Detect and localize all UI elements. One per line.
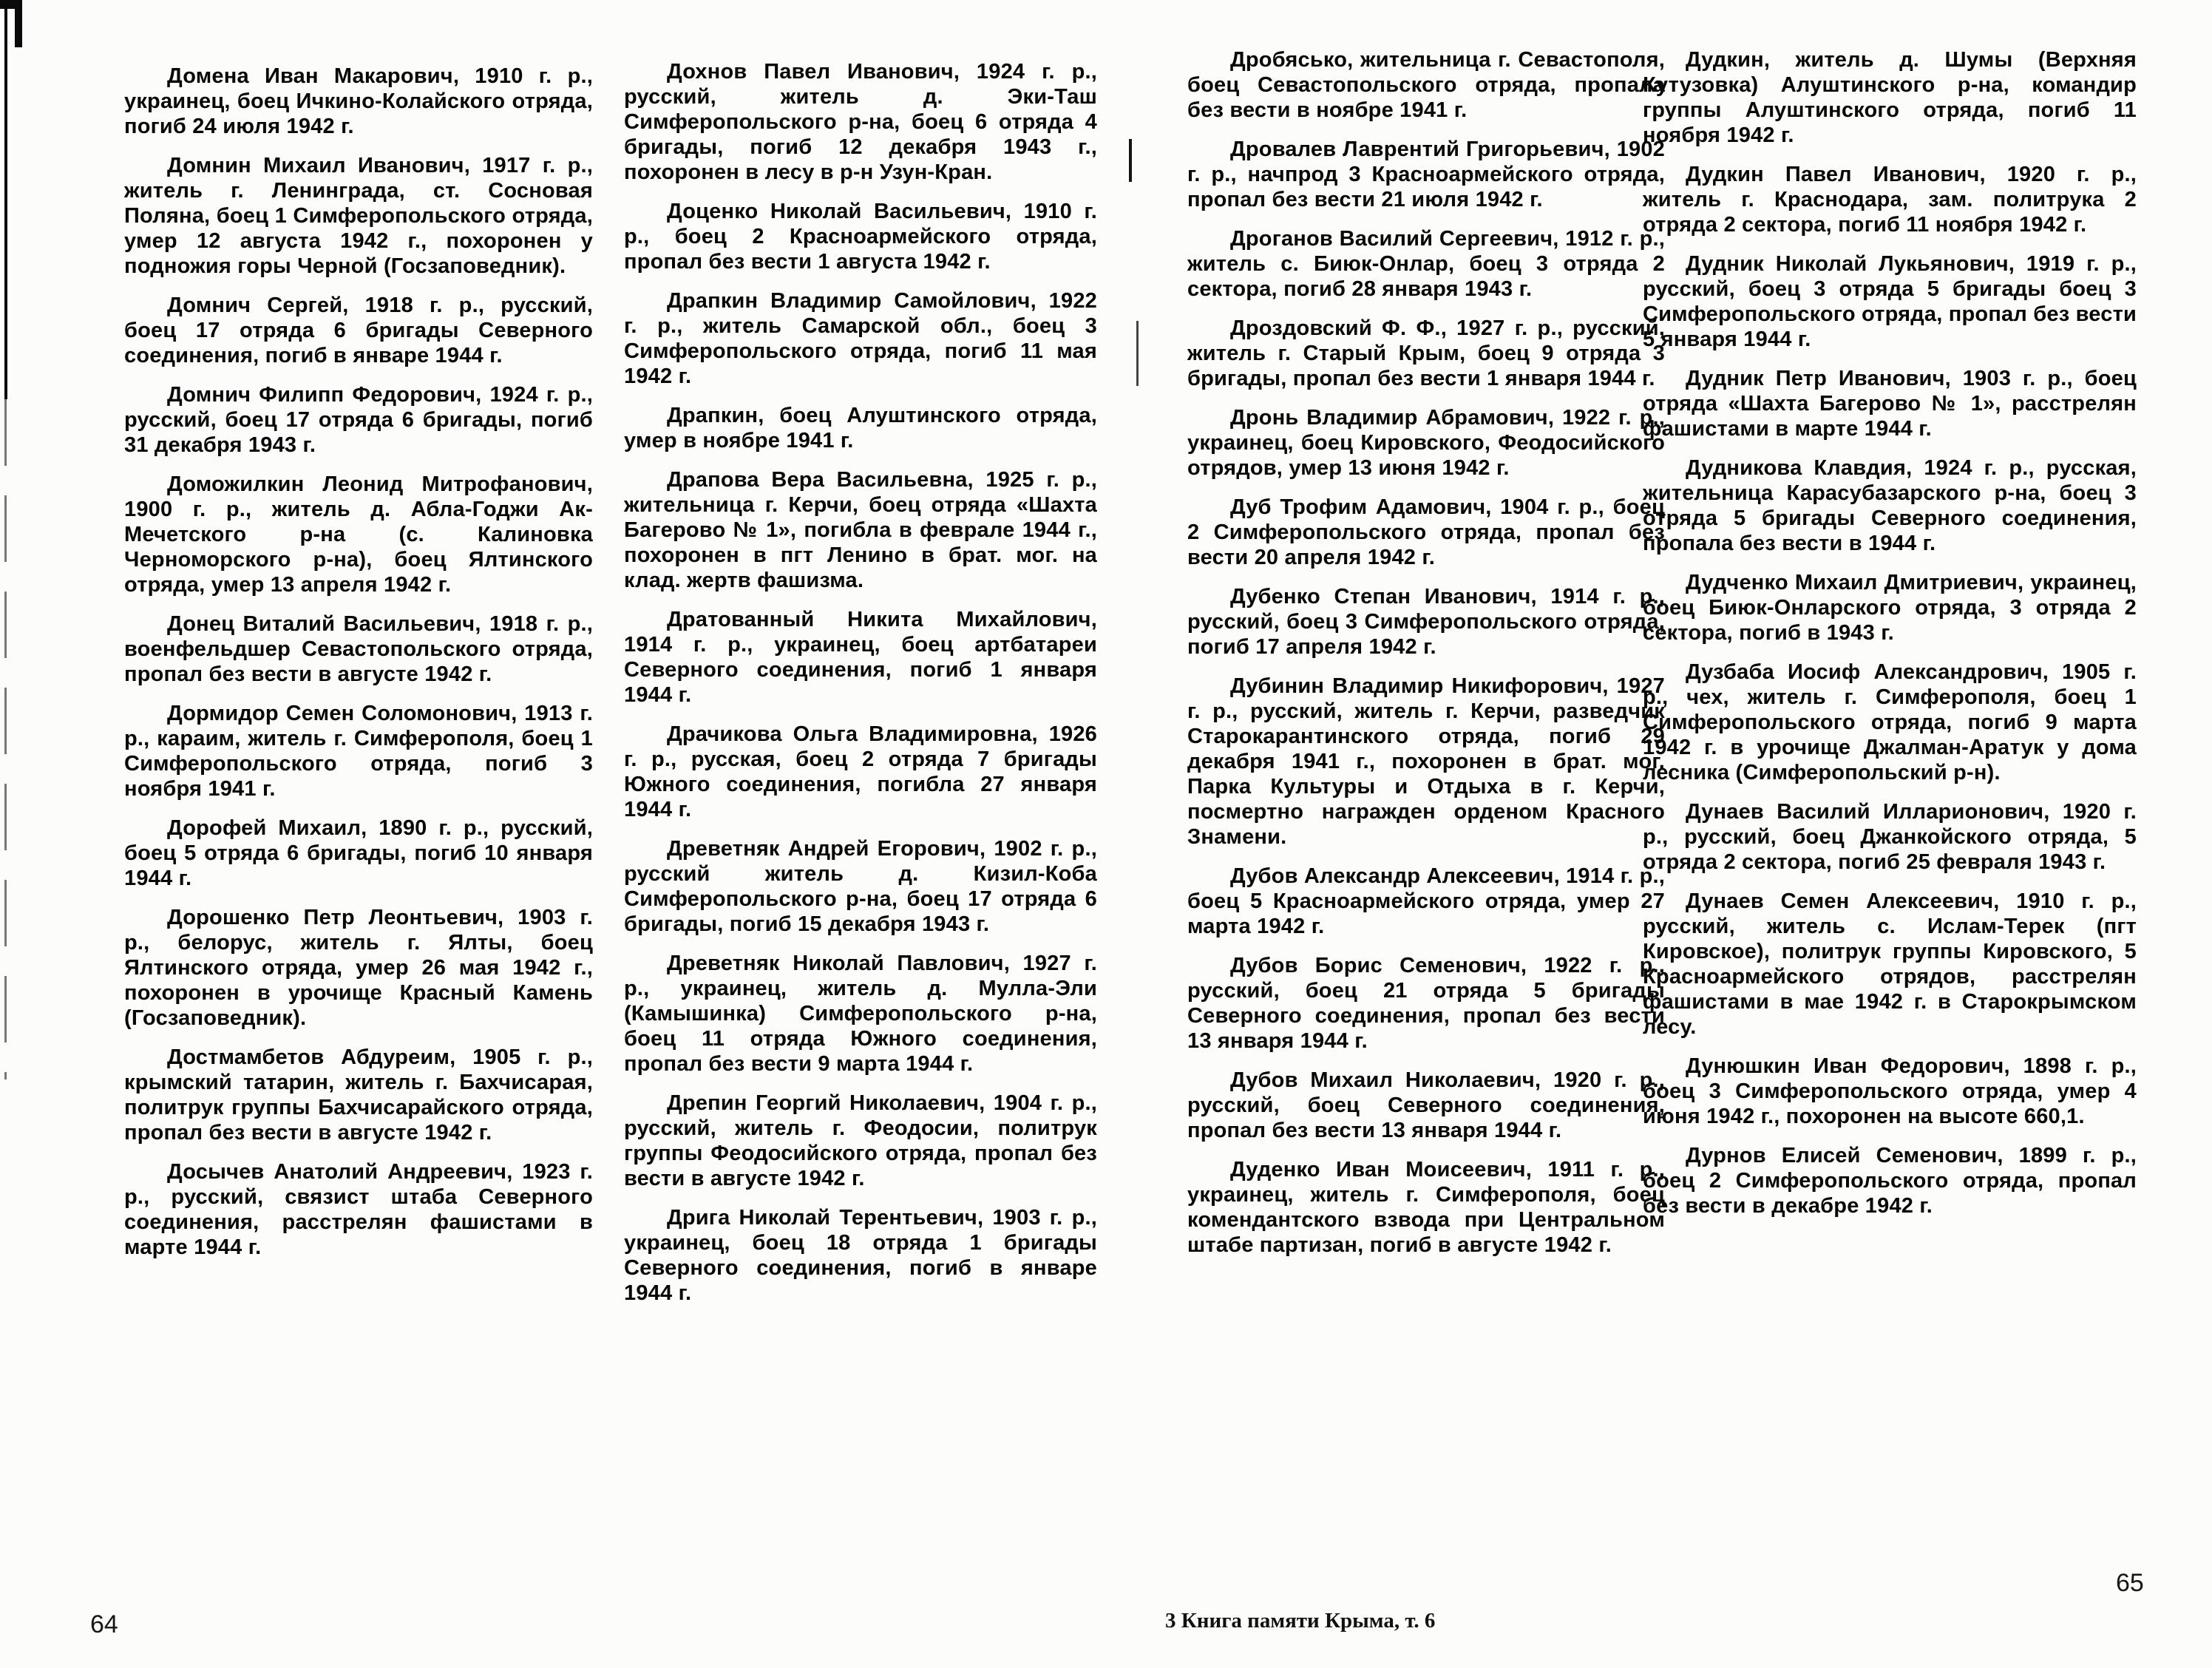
person-name: Дуб Трофим Адамович	[1230, 495, 1486, 519]
memorial-entry	[624, 59, 1097, 185]
person-details: , 1922 г. р., украинец, боец Кировского, Феодосийского отрядов, умер 13 июня 1942 г.	[1187, 406, 1666, 480]
person-name: Дубенко Степан Иванович	[1230, 585, 1531, 608]
memorial-entry	[1187, 405, 1665, 481]
memorial-entry	[624, 1205, 1097, 1306]
person-name: Драпкин Владимир Самойлович	[667, 289, 1031, 313]
person-details: , житель д. Шумы (Верхняя Кутузовка) Алуштинского р-на, командир группы Алуштинского отряда, погиб 11 ноября 1942 г.	[1643, 48, 2137, 147]
person-details: , 1902 г. р., начпрод 3 Красноармейского отряда, пропал без вести 21 июля 1942 г.	[1187, 138, 1666, 211]
scan-corner-mark-vertical	[15, 0, 22, 47]
memorial-entry	[1187, 137, 1665, 212]
person-name: Драпкин	[667, 404, 759, 427]
person-name: Древетняк Николай Павлович	[667, 952, 1004, 975]
memorial-entry	[1643, 47, 2137, 148]
memorial-entry	[124, 153, 593, 279]
memorial-entry	[1187, 316, 1665, 391]
person-name: Досычев Анатолий Андреевич	[167, 1160, 507, 1184]
memorial-entry	[1643, 162, 2137, 237]
person-name: Домнич Сергей	[167, 294, 343, 317]
person-details: , 1924 г. р., русский, боец 17 отряда 6 бригады, погиб 31 декабря 1943 г.	[124, 383, 593, 457]
memorial-entry	[124, 1045, 593, 1145]
person-name: Дохнов Павел Иванович	[667, 60, 954, 84]
person-details: , 1920 г. р., житель г. Краснодара, зам. политрука 2 отряда 2 сектора, погиб 11 ноября 1942 г.	[1643, 163, 2137, 237]
memorial-entry	[1187, 1157, 1665, 1258]
person-details: , 1918 г. р., военфельдшер Севастопольского отряда, пропал без вести в августе 1942 г.	[124, 612, 593, 686]
person-details: , 1910 г. р., боец 2 Красноармейского отряда, пропал без вести 1 августа 1942 г.	[624, 200, 1097, 274]
person-name: Дроздовский Ф. Ф.	[1230, 316, 1441, 340]
person-details: , 1902 г. р., русский житель д. Кизил-Коба Симферопольского р-на, боец 17 отряда 6 бригады, погиб 15 декабря 1943 г.	[624, 837, 1097, 936]
memorial-entry	[1643, 455, 2137, 556]
person-details: , 1903 г. р., белорус, житель г. Ялты, боец Ялтинского отряда, умер 26 мая 1942 г., похоронен в урочище Красный Камень (Госзаповедник).	[124, 906, 593, 1030]
person-details: , украинец, боец Биюк-Онларского отряда, 3 отряда 2 сектора, погиб в 1943 г.	[1643, 571, 2137, 645]
person-name: Драчикова Ольга Владимировна	[667, 722, 1032, 746]
person-name: Дроганов Василий Сергеевич	[1230, 227, 1553, 251]
person-name: Дратованный Никита Михайлович	[667, 608, 1091, 631]
memorial-entry	[124, 293, 593, 368]
memorial-entry	[124, 1159, 593, 1260]
memorial-entry	[1187, 1068, 1665, 1143]
person-details: , 1924 г. р., русская, жительница Карасубазарского р-на, боец 3 отряда 5 бригады Северного соединения, пропала без вести в 1944 г.	[1643, 456, 2137, 555]
person-name: Драпова Вера Васильевна	[667, 468, 968, 492]
person-name: Дубов Борис Семенович	[1230, 954, 1521, 977]
page-65-column-2	[1643, 47, 2137, 1233]
person-details: , 1914 г. р., украинец, боец артбатареи Северного соединения, погиб 1 января 1944 г.	[624, 608, 1097, 707]
person-name: Доценко Николай Васильевич	[667, 200, 1005, 223]
memorial-entry	[1187, 674, 1665, 850]
page-number-64: 64	[90, 1610, 118, 1638]
person-details: , 1927 г. р., русский, житель г. Старый Крым, боец 9 отряда 3 бригады, пропал без вести 1 января 1944 г.	[1187, 316, 1666, 390]
memorial-entry	[624, 288, 1097, 389]
person-details: , 1919 г. р., русский, боец 3 отряда 5 бригады боец 3 Симферопольского отряда, пропал без вести 5 января 1944 г.	[1643, 252, 2137, 351]
person-details: , 1912 г. р., житель с. Биюк-Онлар, боец 3 отряда 2 сектора, погиб 28 января 1943 г.	[1187, 227, 1666, 301]
memorial-entry	[1643, 1143, 2137, 1218]
memorial-entry	[1187, 47, 1665, 123]
person-name: Дунаев Василий Илларионович	[1686, 800, 2044, 824]
person-details: , 1900 г. р., житель д. Абла-Годжи Ак-Мечетского р-на (с. Калиновка Черноморского р-на), боец Ялтинского отряда, умер 13 апреля 1942 г.	[124, 472, 593, 597]
memorial-entry	[124, 905, 593, 1031]
memorial-entry	[624, 607, 1097, 708]
person-details: , 1917 г. р., житель г. Ленинграда, ст. Сосновая Поляна, боец 1 Симферопольского отряда, умер 12 августа 1942 г., похоронен у подножия горы Черной (Госзаповедник).	[124, 154, 593, 278]
memorial-entry	[1187, 584, 1665, 660]
person-name: Донец Виталий Васильевич	[167, 612, 475, 636]
person-name: Дузбаба Иосиф Александрович	[1686, 660, 2043, 684]
person-details: , 1910 г. р., украинец, боец Ичкино-Колайского отряда, погиб 24 июля 1942 г.	[124, 64, 594, 138]
person-details: , 1924 г. р., русский, житель д. Эки-Таш Симферопольского р-на, боец 6 отряда 4 бригады, погиб 12 декабря 1943 г., похоронен в лесу в р-н Узун-Кран.	[624, 60, 1097, 184]
person-name: Дунюшкин Иван Федорович	[1686, 1054, 2004, 1078]
memorial-entry	[1187, 953, 1665, 1054]
person-details: , 1905 г. р., чех, житель г. Симферополя, боец 1 Симферопольского отряда, погиб 9 марта 1942 г. в урочище Джалман-Аратук у дома лесника (Симферопольский р-н).	[1643, 660, 2137, 784]
person-name: Дунаев Семен Алексеевич	[1686, 889, 1994, 913]
person-details: , 1898 г. р., боец 3 Симферопольского отряда, умер 4 июня 1942 г., похоронен на высоте 660,1.	[1643, 1054, 2137, 1128]
person-details: , 1903 г. р., украинец, боец 18 отряда 1 бригады Северного соединения, погиб в январе 1944 г.	[624, 1206, 1097, 1305]
person-details: , 1905 г. р., крымский татарин, житель г. Бахчисарая, политрук группы Бахчисарайского отряда, пропал без вести в августе 1942 г.	[124, 1045, 594, 1145]
person-name: Дронь Владимир Абрамович	[1230, 406, 1548, 430]
memorial-entry	[624, 722, 1097, 822]
person-name: Дрига Николай Терентьевич	[667, 1206, 977, 1230]
person-name: Дудник Петр Иванович	[1686, 367, 1945, 390]
memorial-entry	[1643, 889, 2137, 1040]
person-details: , 1913 г. р., караим, житель г. Симферополя, боец 1 Симферопольского отряда, погиб 3 ноября 1941 г.	[124, 702, 593, 801]
memorial-entry	[1643, 660, 2137, 785]
page-64-column-1	[124, 64, 593, 1274]
person-details: , жительница г. Севастополя, боец Севастопольского отряда, пропала без вести в ноябре 1941 г.	[1187, 48, 1665, 122]
memorial-entry	[124, 472, 593, 597]
memorial-entry	[124, 64, 593, 139]
person-details: , 1914 г. р., боец 5 Красноармейского отряда, умер 27 марта 1942 г.	[1187, 864, 1666, 938]
person-details: , 1920 г. р., русский, боец Джанкойского отряда, 5 отряда 2 сектора, погиб 25 февраля 1943 г.	[1643, 800, 2137, 874]
person-name: Дудкин	[1686, 48, 1764, 72]
person-name: Дудник Николай Лукьянович	[1686, 252, 2009, 276]
page-65-column-1	[1187, 47, 1665, 1272]
person-name: Доможилкин Леонид Митрофанович	[167, 472, 587, 496]
memorial-entry	[1643, 570, 2137, 645]
person-details: , 1926 г. р., русская, боец 2 отряда 7 бригады Южного соединения, погибла 27 января 1944 г.	[624, 722, 1098, 821]
person-name: Дрепин Георгий Николаевич	[667, 1091, 980, 1115]
person-details: , боец Алуштинского отряда, умер в ноябре 1941 г.	[624, 404, 1097, 452]
person-name: Дубов Александр Алексеевич	[1230, 864, 1554, 888]
person-name: Достмамбетов Абдуреим	[167, 1045, 450, 1069]
scan-gutter-fold-mark-lower	[1136, 321, 1139, 386]
person-name: Дурнов Елисей Семенович	[1686, 1144, 1998, 1167]
person-name: Дробясько	[1230, 48, 1348, 72]
person-details: , 1923 г. р., русский, связист штаба Северного соединения, расстрелян фашистами в марте 1944 г.	[124, 1160, 593, 1259]
page-64-column-2	[624, 59, 1097, 1320]
person-name: Домнич Филипп Федорович	[167, 383, 476, 407]
scan-left-edge-line-faded	[4, 399, 7, 1079]
memorial-entry	[1187, 495, 1665, 570]
memorial-entry	[624, 403, 1097, 453]
scan-left-edge-line	[4, 0, 7, 399]
person-details: , 1911 г. р., украинец, житель г. Симферополя, боец комендантского взвода при Центральном штабе партизан, погиб в августе 1942 г.	[1187, 1158, 1665, 1257]
person-name: Дровалев Лаврентий Григорьевич	[1230, 138, 1604, 161]
person-name: Дудченко Михаил Дмитриевич	[1686, 571, 2018, 594]
memorial-entry	[1187, 226, 1665, 302]
memorial-entry	[1187, 864, 1665, 939]
memorial-entry	[624, 199, 1097, 274]
person-name: Дорошенко Петр Леонтьевич	[167, 906, 498, 929]
person-details: , 1899 г. р., боец 2 Симферопольского отряда, пропал без вести в декабре 1942 г.	[1643, 1144, 2137, 1218]
memorial-entry	[1643, 799, 2137, 875]
person-name: Дудкин Павел Иванович	[1686, 163, 1980, 186]
person-details: , 1920 г. р., русский, боец Северного соединения, пропал без вести 13 января 1944 г.	[1187, 1068, 1666, 1142]
memorial-entry	[624, 951, 1097, 1077]
memorial-entry	[624, 467, 1097, 593]
person-details: , 1927 г. р., украинец, житель д. Мулла-Эли (Камышинка) Симферопольского р-на, боец 11 отряда Южного соединения, пропал без вести 9 марта 1944 г.	[624, 952, 1097, 1076]
person-name: Дубов Михаил Николаевич	[1230, 1068, 1535, 1092]
person-details: , 1918 г. р., русский, боец 17 отряда 6 бригады Северного соединения, погиб в январе 1944 г.	[124, 294, 593, 367]
person-details: , 1890 г. р., русский, боец 5 отряда 6 бригады, погиб 10 января 1944 г.	[124, 816, 593, 890]
memorial-entry	[624, 836, 1097, 937]
person-name: Дормидор Семен Соломонович	[167, 702, 512, 725]
memorial-entry	[124, 382, 593, 458]
person-details: , 1914 г. р., русский, боец 3 Симферопольского отряда, погиб 17 апреля 1942 г.	[1187, 585, 1666, 659]
book-signature-footnote: 3 Книга памяти Крыма, т. 6	[1165, 1609, 1436, 1633]
person-name: Дудникова Клавдия	[1686, 456, 1907, 480]
scan-gutter-fold-mark	[1129, 139, 1132, 182]
memorial-entry	[1643, 366, 2137, 441]
page-number-65: 65	[2116, 1569, 2144, 1597]
memorial-entry	[1643, 251, 2137, 352]
memorial-entry	[124, 701, 593, 801]
person-details: , 1910 г. р., русский, житель с. Ислам-Терек (пгт Кировское), политрук группы Кировского, 5 Красноармейского отрядов, расстрелян фашистами в мае 1942 г. в Старокрымском лесу.	[1643, 889, 2137, 1039]
person-details: , 1903 г. р., боец отряда «Шахта Багерово № 1», расстрелян фашистами в марте 1944 г.	[1643, 367, 2137, 441]
person-name: Дубинин Владимир Никифорович	[1230, 674, 1603, 698]
memorial-entry	[124, 816, 593, 891]
person-name: Древетняк Андрей Егорович	[667, 837, 980, 861]
memorial-entry	[624, 1091, 1097, 1191]
person-name: Дорофей Михаил	[167, 816, 362, 840]
person-name: Домнин Михаил Иванович	[167, 154, 464, 177]
memorial-entry	[124, 611, 593, 687]
person-details: , 1904 г. р., боец 2 Симферопольского отряда, пропал без вести 20 апреля 1942 г.	[1187, 495, 1665, 569]
person-details: , 1925 г. р., жительница г. Керчи, боец отряда «Шахта Багерово № 1», погибла в феврале 1944 г., похоронен в пгт Ленино в брат. мог. на клад. жертв фашизма.	[624, 468, 1097, 592]
person-details: , 1904 г. р., русский, житель г. Феодосии, политрук группы Феодосийского отряда, пропал без вести в августе 1942 г.	[624, 1091, 1097, 1190]
memorial-entry	[1643, 1054, 2137, 1129]
person-details: , 1922 г. р., русский, боец 21 отряда 5 бригады Северного соединения, пропал без вести 13 января 1944 г.	[1187, 954, 1665, 1053]
person-name: Дуденко Иван Моисеевич	[1230, 1158, 1526, 1182]
person-details: , 1922 г. р., житель Самарской обл., боец 3 Симферопольского отряда, погиб 11 мая 1942 г.	[624, 289, 1097, 388]
person-name: Домена Иван Макарович	[167, 64, 453, 88]
person-details: , 1927 г. р., русский, житель г. Керчи, разведчик Старокарантинского отряда, погиб 29 декабря 1941 г., похоронен в брат. мог. Парка Культуры и Отдыха в г. Керчи, посмертно награжден орденом Красного Знамени.	[1187, 674, 1665, 849]
